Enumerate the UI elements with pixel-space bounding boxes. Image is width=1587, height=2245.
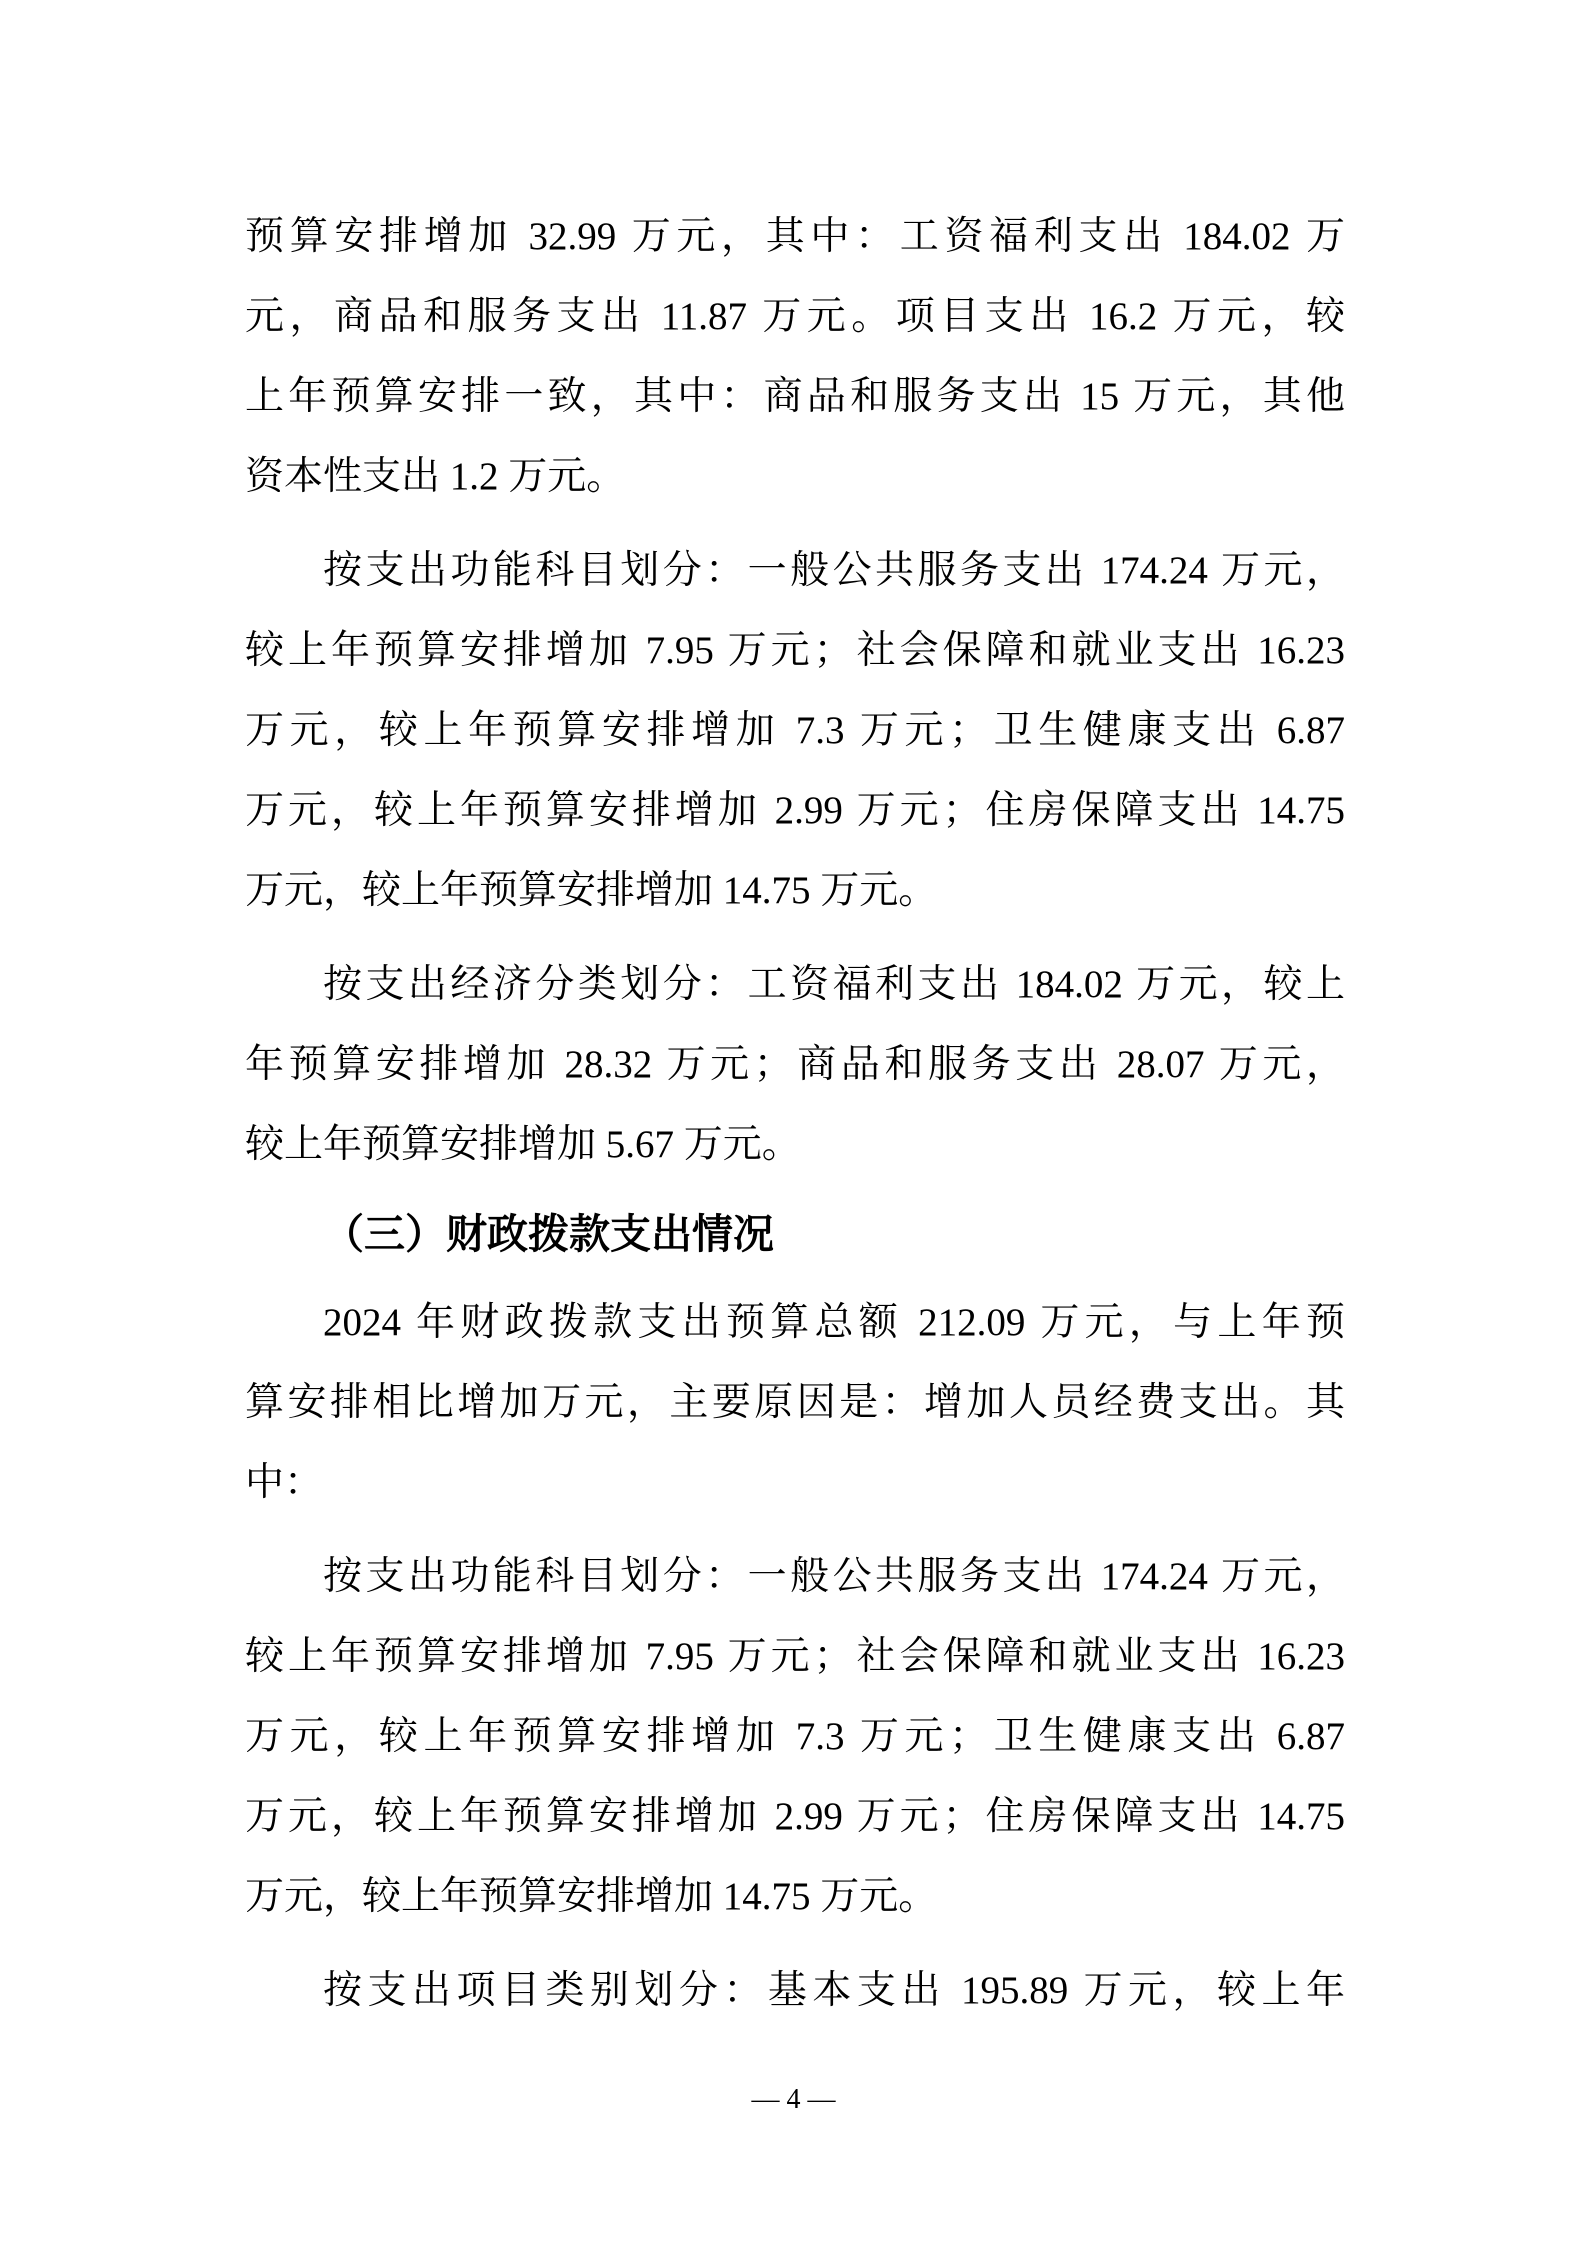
text-line: 按支出功能科目划分：一般公共服务支出 174.24 万元，	[323, 549, 1345, 592]
paragraph	[245, 1951, 1345, 2031]
paragraph	[245, 1283, 1345, 1523]
text-line: 较上年预算安排增加 7.95 万元；社会保障和就业支出 16.23	[245, 629, 1345, 672]
text-line: 按支出功能科目划分：一般公共服务支出 174.24 万元，	[323, 1555, 1345, 1598]
text-line: 资本性支出 1.2 万元。	[245, 455, 626, 498]
paragraph	[245, 197, 1345, 517]
text-line: 元，商品和服务支出 11.87 万元。项目支出 16.2 万元，较	[245, 295, 1345, 338]
text-line: （三）财政拨款支出情况	[323, 1211, 774, 1257]
document-body	[245, 197, 1345, 2045]
text-line: 万元，较上年预算安排增加 7.3 万元；卫生健康支出 6.87	[245, 1715, 1345, 1758]
paragraph	[245, 1537, 1345, 1937]
section-heading	[245, 1199, 1345, 1269]
paragraph	[245, 531, 1345, 931]
text-line: 万元，较上年预算安排增加 14.75 万元。	[245, 1875, 938, 1918]
text-line: 万元，较上年预算安排增加 2.99 万元；住房保障支出 14.75	[245, 789, 1345, 832]
text-line: 按支出项目类别划分：基本支出 195.89 万元，较上年	[323, 1969, 1345, 2012]
text-line: 万元，较上年预算安排增加 14.75 万元。	[245, 869, 938, 912]
text-line: 按支出经济分类划分：工资福利支出 184.02 万元，较上	[323, 963, 1345, 1006]
text-line: 中：	[245, 1461, 324, 1504]
text-line: 较上年预算安排增加 5.67 万元。	[245, 1123, 801, 1166]
paragraph	[245, 945, 1345, 1185]
text-line: 预算安排增加 32.99 万元，其中：工资福利支出 184.02 万	[245, 215, 1345, 258]
text-line: 万元，较上年预算安排增加 7.3 万元；卫生健康支出 6.87	[245, 709, 1345, 752]
text-line: 年预算安排增加 28.32 万元；商品和服务支出 28.07 万元，	[245, 1043, 1345, 1086]
text-line: 上年预算安排一致，其中：商品和服务支出 15 万元，其他	[245, 375, 1345, 418]
page-number: — 4 —	[751, 2084, 836, 2115]
text-line: 算安排相比增加万元，主要原因是：增加人员经费支出。其	[245, 1381, 1345, 1424]
text-line: 较上年预算安排增加 7.95 万元；社会保障和就业支出 16.23	[245, 1635, 1345, 1678]
text-line: 2024 年财政拨款支出预算总额 212.09 万元，与上年预	[323, 1301, 1345, 1344]
text-line: 万元，较上年预算安排增加 2.99 万元；住房保障支出 14.75	[245, 1795, 1345, 1838]
